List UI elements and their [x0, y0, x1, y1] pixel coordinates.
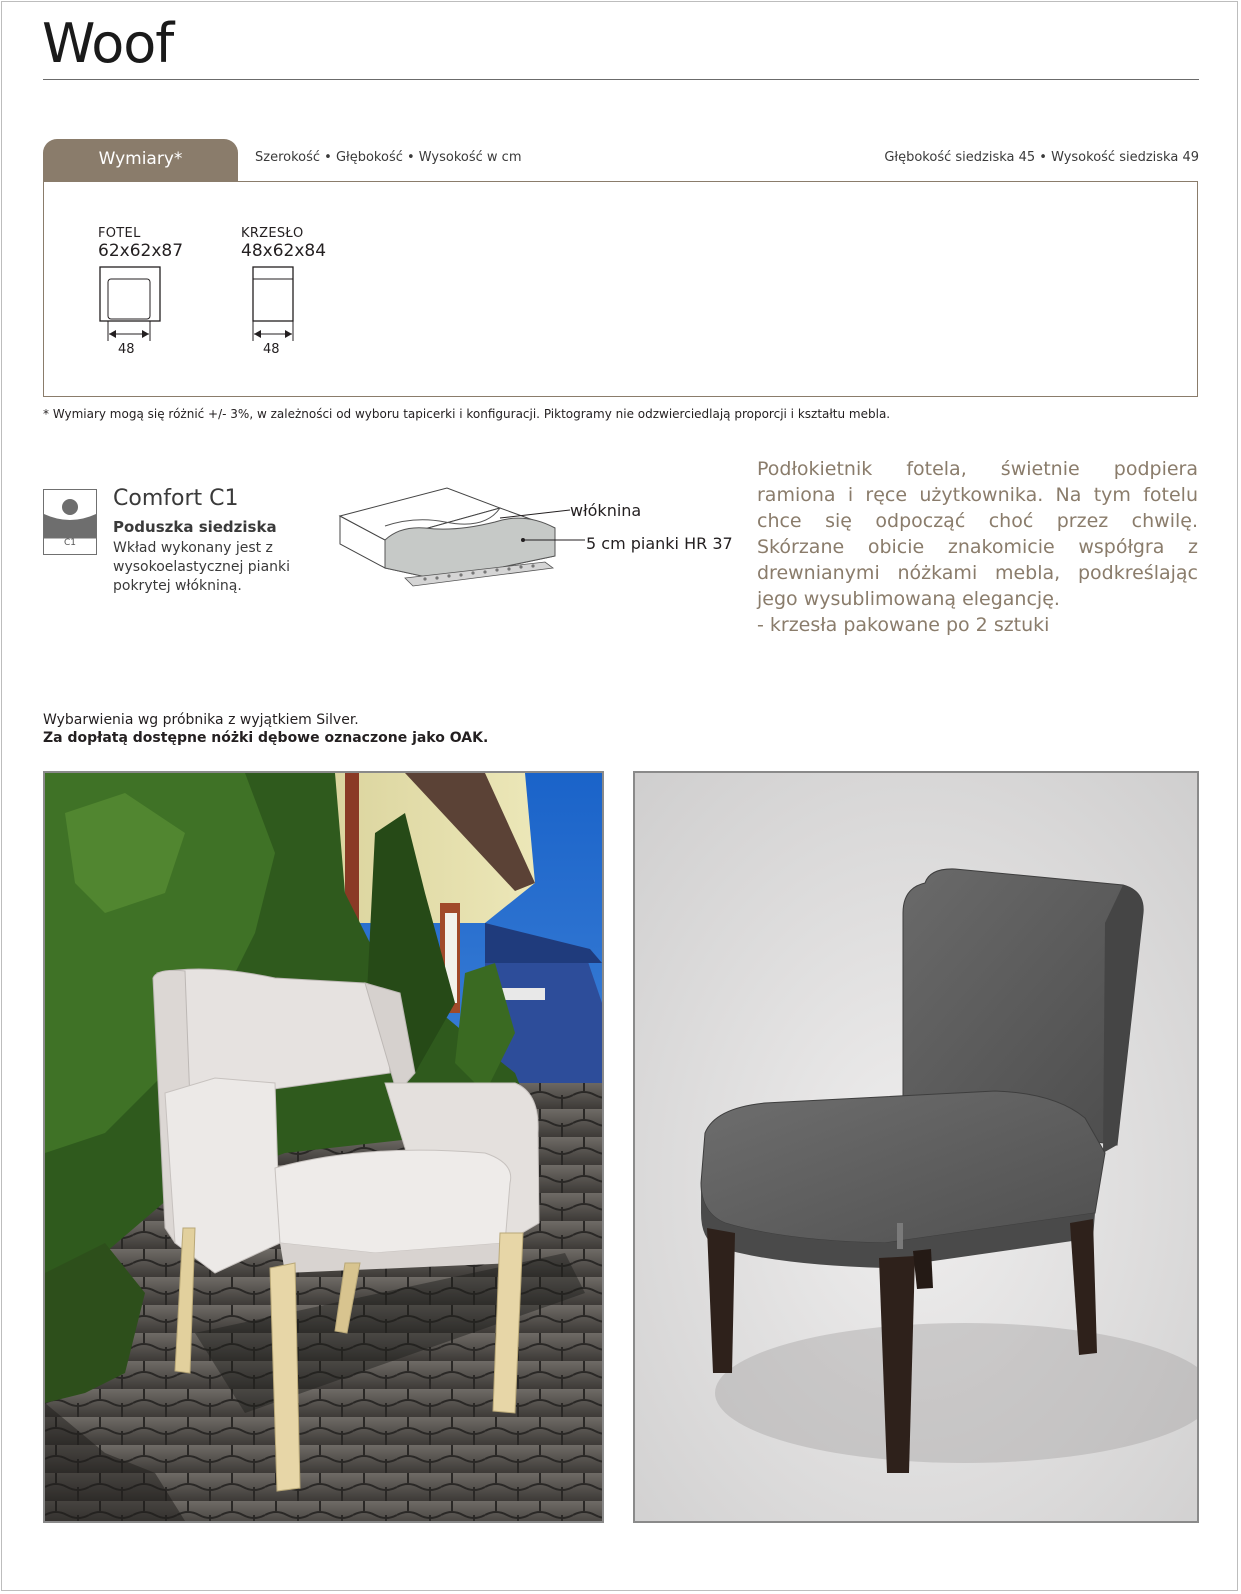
chair-photo — [633, 771, 1199, 1523]
dimension-item-name: KRZESŁO — [241, 226, 304, 241]
dimension-item-size: 48x62x84 — [241, 241, 327, 261]
seat-dimensions-label: Głębokość siedziska 45 • Wysokość siedziska 49 — [884, 150, 1199, 165]
dimension-item-size: 62x62x87 — [98, 241, 184, 261]
page-title: Woof — [42, 12, 174, 75]
chair-seat-width: 48 — [263, 342, 280, 357]
comfort-title: Comfort C1 — [113, 486, 239, 511]
label-fiber: włóknina — [570, 501, 642, 520]
dimension-item-chair — [241, 226, 326, 355]
title-divider — [43, 79, 1199, 80]
comfort-subtitle: Poduszka siedziska — [113, 518, 277, 536]
dimensions-units-label: Szerokość • Głębokość • Wysokość w cm — [255, 150, 522, 165]
comfort-c1-icon — [43, 489, 97, 555]
dimensions-footnote: * Wymiary mogą się różnić +/- 3%, w zależności od wyboru tapicerki i konfiguracji. Piktogramy nie odzwierciedlają proporcji i kształtu mebla. — [43, 407, 891, 421]
seat-cushion-diagram — [335, 482, 585, 602]
comfort-description: Wkład wykonany jest z wysokoelastycznej pianki pokrytej włókniną. — [113, 540, 291, 594]
dimension-item-name: FOTEL — [98, 226, 141, 241]
colors-note: Wybarwienia wg próbnika z wyjątkiem Silver. — [43, 712, 359, 728]
dimensions-tab: Wymiary* — [43, 139, 238, 181]
product-description: Podłokietnik fotela, świetnie podpiera ramiona i ręce użytkownika. Na tym fotelu chce się odpocząć choć przez chwilę. Skórzane obicie znakomicie współgra z drewnianymi nóżkami mebla, podkreślając jego wysublimowaną elegancję. — [757, 458, 1198, 610]
armchair-photo — [43, 771, 604, 1523]
dimension-item-armchair — [98, 226, 183, 355]
armchair-seat-width: 48 — [118, 342, 135, 357]
dimensions-box — [43, 181, 1198, 397]
comfort-icon-label: C1 — [63, 538, 76, 548]
oak-legs-note: Za dopłatą dostępne nóżki dębowe oznaczone jako OAK. — [43, 730, 489, 746]
label-foam: 5 cm pianki HR 37 — [586, 534, 733, 553]
packing-note: - krzesła pakowane po 2 sztuki — [757, 614, 1050, 636]
